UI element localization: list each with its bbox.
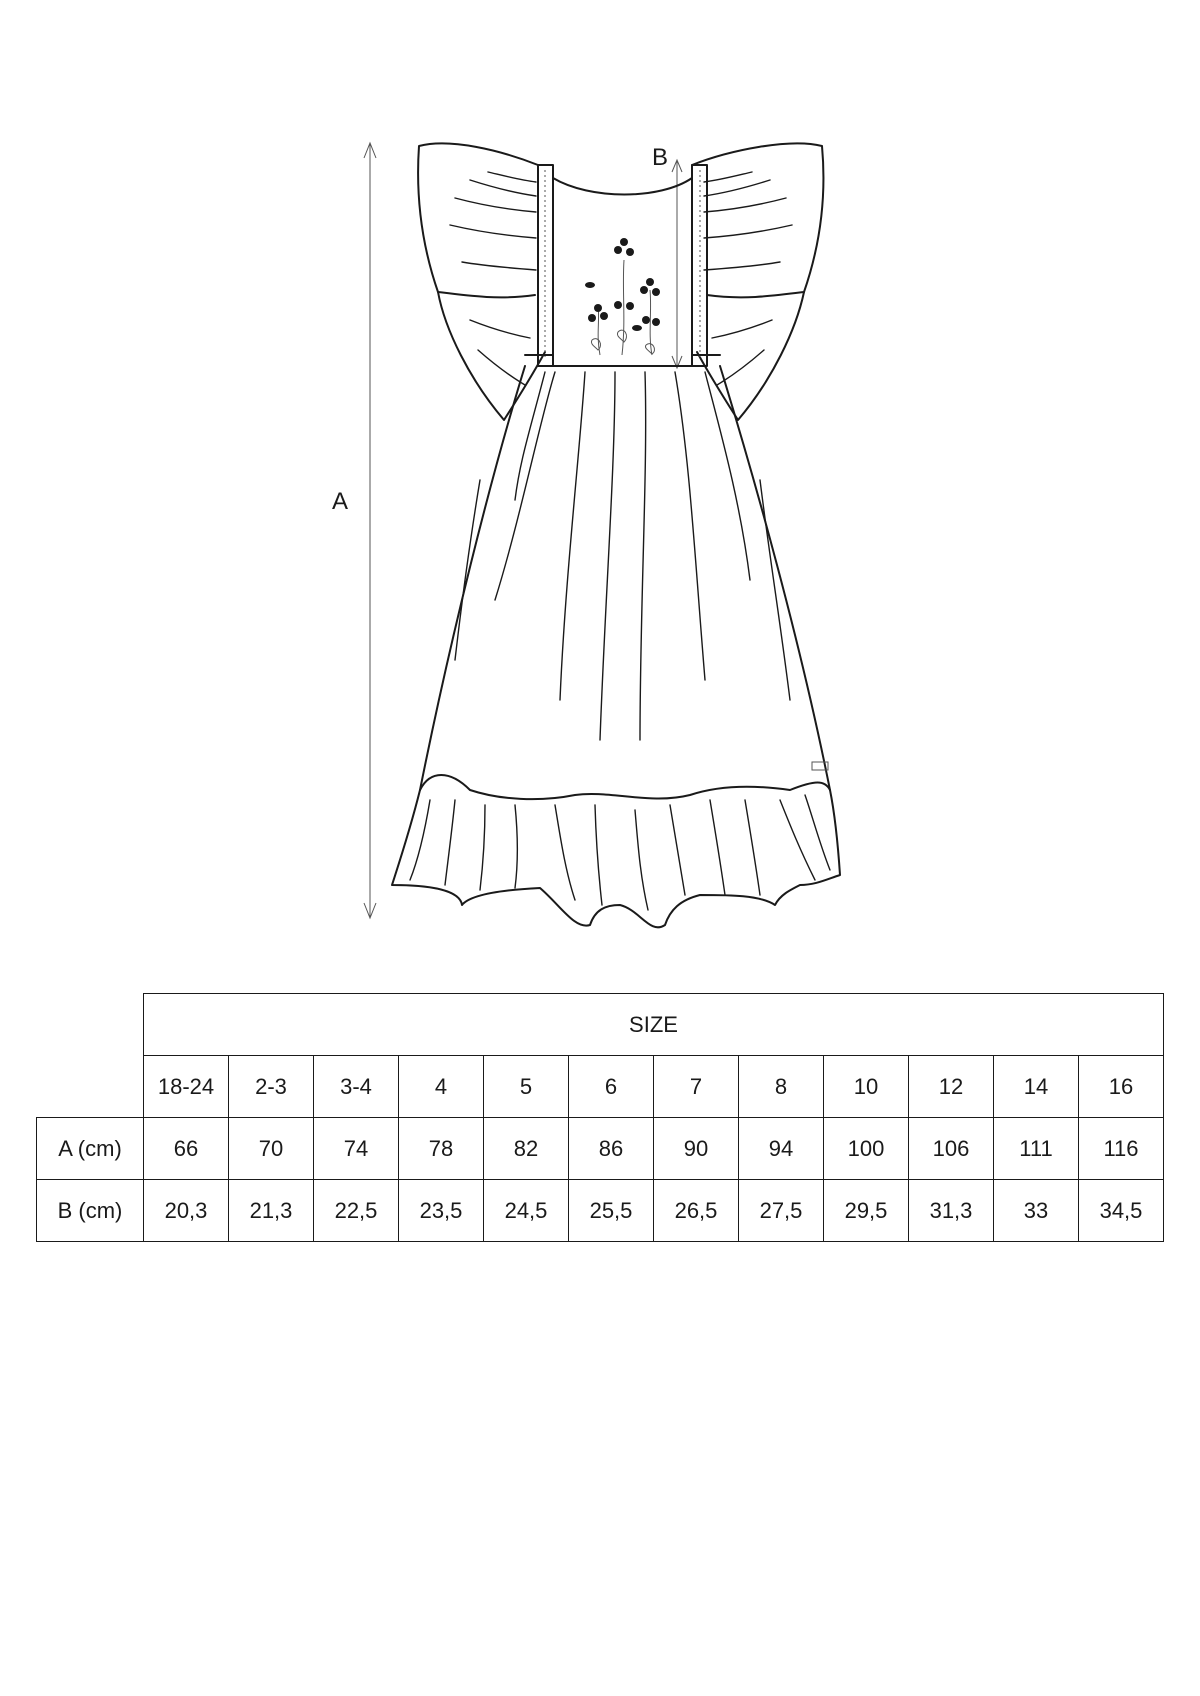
table-cell: 86 (569, 1118, 654, 1180)
table-cell: 94 (739, 1118, 824, 1180)
measurement-a-label: A (332, 488, 349, 515)
size-chart-table (36, 993, 1164, 1242)
table-cell: 70 (229, 1118, 314, 1180)
table-cell: 78 (399, 1118, 484, 1180)
left-flutter-sleeve (418, 143, 545, 420)
size-label: 18-24 (144, 1056, 229, 1118)
table-row-b (37, 1180, 1164, 1242)
size-label: 2-3 (229, 1056, 314, 1118)
table-cell: 33 (994, 1180, 1079, 1242)
bodice (525, 178, 720, 366)
table-cell: 27,5 (739, 1180, 824, 1242)
ruffle-hem (392, 775, 840, 927)
table-cell: 66 (144, 1118, 229, 1180)
size-label: 14 (994, 1056, 1079, 1118)
table-cell: 100 (824, 1118, 909, 1180)
row-label-a: A (cm) (37, 1118, 144, 1180)
measurement-b-arrow (672, 160, 682, 368)
table-cell: 82 (484, 1118, 569, 1180)
measurement-a-arrow (364, 143, 376, 918)
table-cell: 25,5 (569, 1180, 654, 1242)
measurement-b-label: B (652, 144, 669, 171)
table-cell: 23,5 (399, 1180, 484, 1242)
size-label: 10 (824, 1056, 909, 1118)
right-flutter-sleeve (692, 143, 823, 420)
size-label: 6 (569, 1056, 654, 1118)
table-row-a (37, 1118, 1164, 1180)
size-header-row (37, 994, 1164, 1056)
size-label: 8 (739, 1056, 824, 1118)
table-cell: 116 (1079, 1118, 1164, 1180)
row-label-b: B (cm) (37, 1180, 144, 1242)
size-label: 12 (909, 1056, 994, 1118)
table-cell: 20,3 (144, 1180, 229, 1242)
table-cell: 111 (994, 1118, 1079, 1180)
table-cell: 34,5 (1079, 1180, 1164, 1242)
size-label: 3-4 (314, 1056, 399, 1118)
table-cell: 74 (314, 1118, 399, 1180)
size-header: SIZE (144, 994, 1164, 1056)
table-cell: 31,3 (909, 1180, 994, 1242)
table-cell: 106 (909, 1118, 994, 1180)
size-label: 16 (1079, 1056, 1164, 1118)
floral-embroidery (585, 238, 660, 355)
size-label: 7 (654, 1056, 739, 1118)
size-label: 5 (484, 1056, 569, 1118)
size-labels-row (37, 1056, 1164, 1118)
table-cell: 26,5 (654, 1180, 739, 1242)
table-cell: 90 (654, 1118, 739, 1180)
table-cell: 22,5 (314, 1180, 399, 1242)
size-label: 4 (399, 1056, 484, 1118)
table-cell: 21,3 (229, 1180, 314, 1242)
table-cell: 29,5 (824, 1180, 909, 1242)
table-cell: 24,5 (484, 1180, 569, 1242)
skirt (420, 366, 830, 790)
